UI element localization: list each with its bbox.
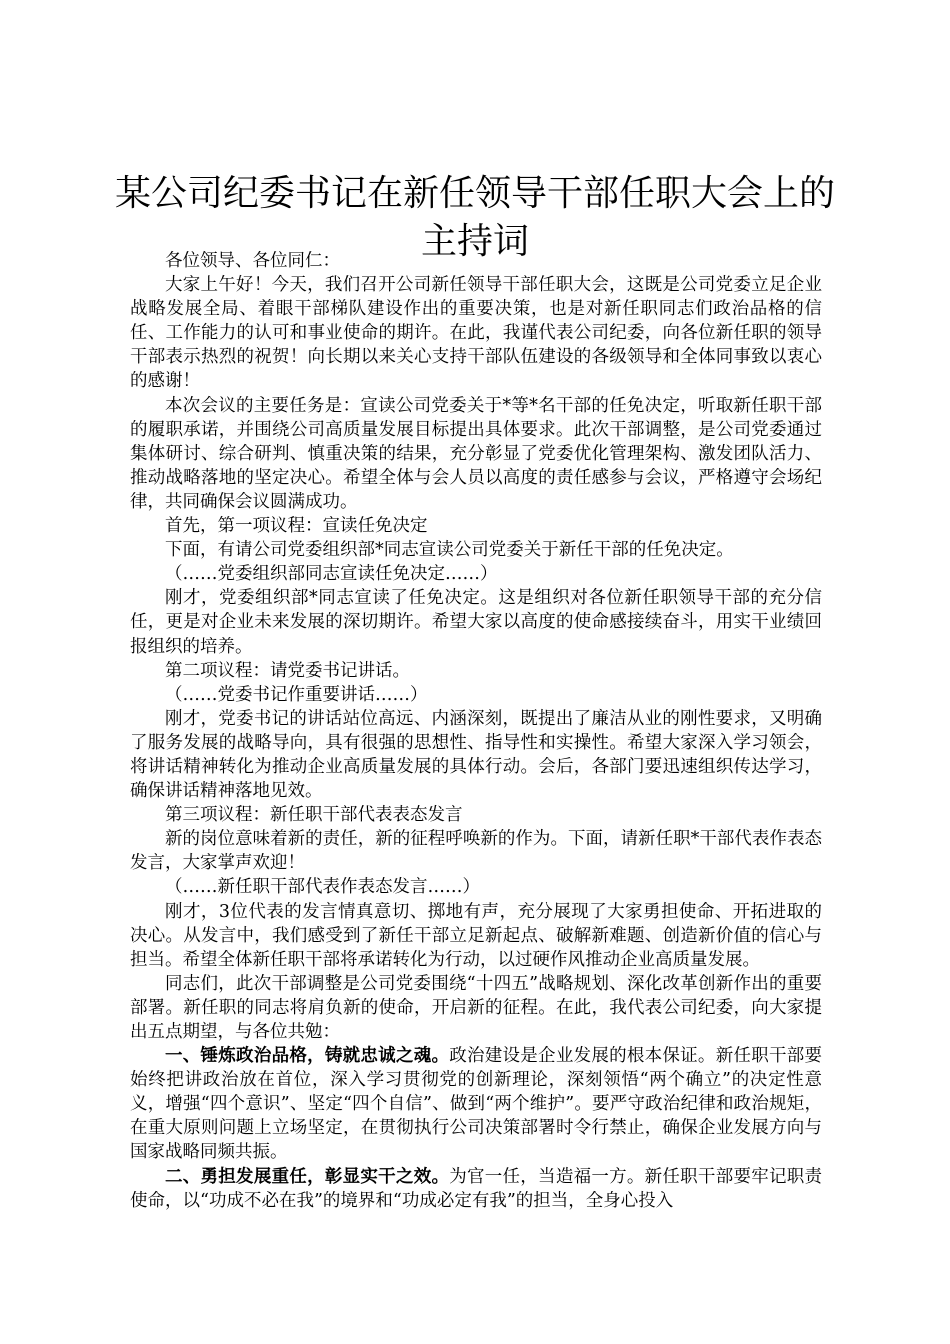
paragraph-meeting-tasks: 本次会议的主要任务是：宣读公司党委关于*等*名干部的任免决定，听取新任职干部的履职承诺，并围绕公司高质量发展目标提出具体要求。此次干部调整，是公司党委通过集体研讨、综合研判、慎重决策的结果，充分彰显了党委优化管理架构、激发团队活力、推动战略落地的坚定决心。希望全体与会人员以高度的责任感参与会议，严格遵守会场纪律，共同确保会议圆满成功。 [130, 395, 822, 512]
paragraph-invite-organization-dept: 下面，有请公司党委组织部*同志宣读公司党委关于新任干部的任免决定。 [165, 540, 734, 561]
paragraph-agenda-3: 第三项议程：新任职干部代表表态发言 [165, 805, 463, 826]
paragraph-summary-2: 刚才，党委书记的讲话站位高远、内涵深刻，既提出了廉洁从业的刚性要求，又明确了服务发展的战略导向，具有很强的思想性、指导性和实操性。希望大家深入学习领会，将讲话精神转化为推动企业高质量发展的具体行动。会后，各部门要迅速组织传达学习，确保讲话精神落地见效。 [130, 708, 822, 802]
paragraph-expectations-intro: 同志们，此次干部调整是公司党委围绕“十四五”战略规划、深化改革创新作出的重要部署。新任职的同志将肩负新的使命，开启新的征程。在此，我代表公司纪委，向大家提出五点期望，与各位共勉： [130, 973, 822, 1042]
paragraph-agenda-1: 首先，第一项议程：宣读任免决定 [165, 516, 428, 537]
paragraph-stage-note-3: （……新任职干部代表作表态发言……） [165, 877, 480, 898]
paragraph-invite-representatives: 新的岗位意味着新的责任，新的征程呼唤新的作为。下面，请新任职*干部代表作表态发言，大家掌声欢迎！ [130, 829, 822, 874]
paragraph-expectation-1: 一、锤炼政治品格，铸就忠诚之魂。政治建设是企业发展的根本保证。新任职干部要始终把讲政治放在首位，深入学习贯彻党的创新理论，深刻领悟“两个确立”的决定性意义，增强“四个意识”、坚定“四个自信”、做到“两个维护”。要严守政治纪律和政治规矩，在重大原则问题上立场坚定，在贯彻执行公司决策部署时令行禁止，确保企业发展方向与国家战略同频共振。 [130, 1046, 823, 1163]
paragraph-greeting: 大家上午好！今天，我们召开公司新任领导干部任职大会，这既是公司党委立足企业战略发展全局、着眼干部梯队建设作出的重要决策，也是对新任职同志们政治品格的信任、工作能力的认可和事业使命的期许。在此，我谨代表公司纪委，向各位新任职的领导干部表示热烈的祝贺！向长期以来关心支持干部队伍建设的各级领导和全体同事致以衷心的感谢！ [130, 275, 822, 392]
expectation-1-heading: 一、锤炼政治品格，铸就忠诚之魂。 [165, 1046, 450, 1067]
paragraph-summary-1: 刚才，党委组织部*同志宣读了任免决定。这是组织对各位新任职领导干部的充分信任，更是对企业未来发展的深切期许。希望大家以高度的使命感接续奋斗，用实干业绩回报组织的培养。 [130, 588, 822, 657]
expectation-2-heading: 二、勇担发展重任，彰显实干之效。 [165, 1166, 450, 1187]
paragraph-summary-3: 刚才，3位代表的发言情真意切、掷地有声，充分展现了大家勇担使命、开拓进取的决心。从发言中，我们感受到了新任干部立足新起点、破解新难题、创造新价值的信心与担当。希望全体新任职干部将承诺转化为行动，以过硬作风推动企业高质量发展。 [130, 901, 822, 970]
paragraph-agenda-2: 第二项议程：请党委书记讲话。 [165, 660, 410, 681]
paragraph-stage-note-1: （……党委组织部同志宣读任免决定……） [165, 564, 498, 585]
document-title: 某公司纪委书记在新任领导干部任职大会上的主持词 [114, 173, 835, 262]
paragraph-stage-note-2: （……党委书记作重要讲话……） [165, 684, 428, 705]
document-body [130, 249, 822, 1213]
paragraph-expectation-2: 二、勇担发展重任，彰显实干之效。为官一任，当造福一方。新任职干部要牢记职责使命，以“功成不必在我”的境界和“功成必定有我”的担当，全身心投入 [130, 1166, 823, 1211]
paragraph-salutation: 各位领导、各位同仁： [165, 251, 340, 271]
